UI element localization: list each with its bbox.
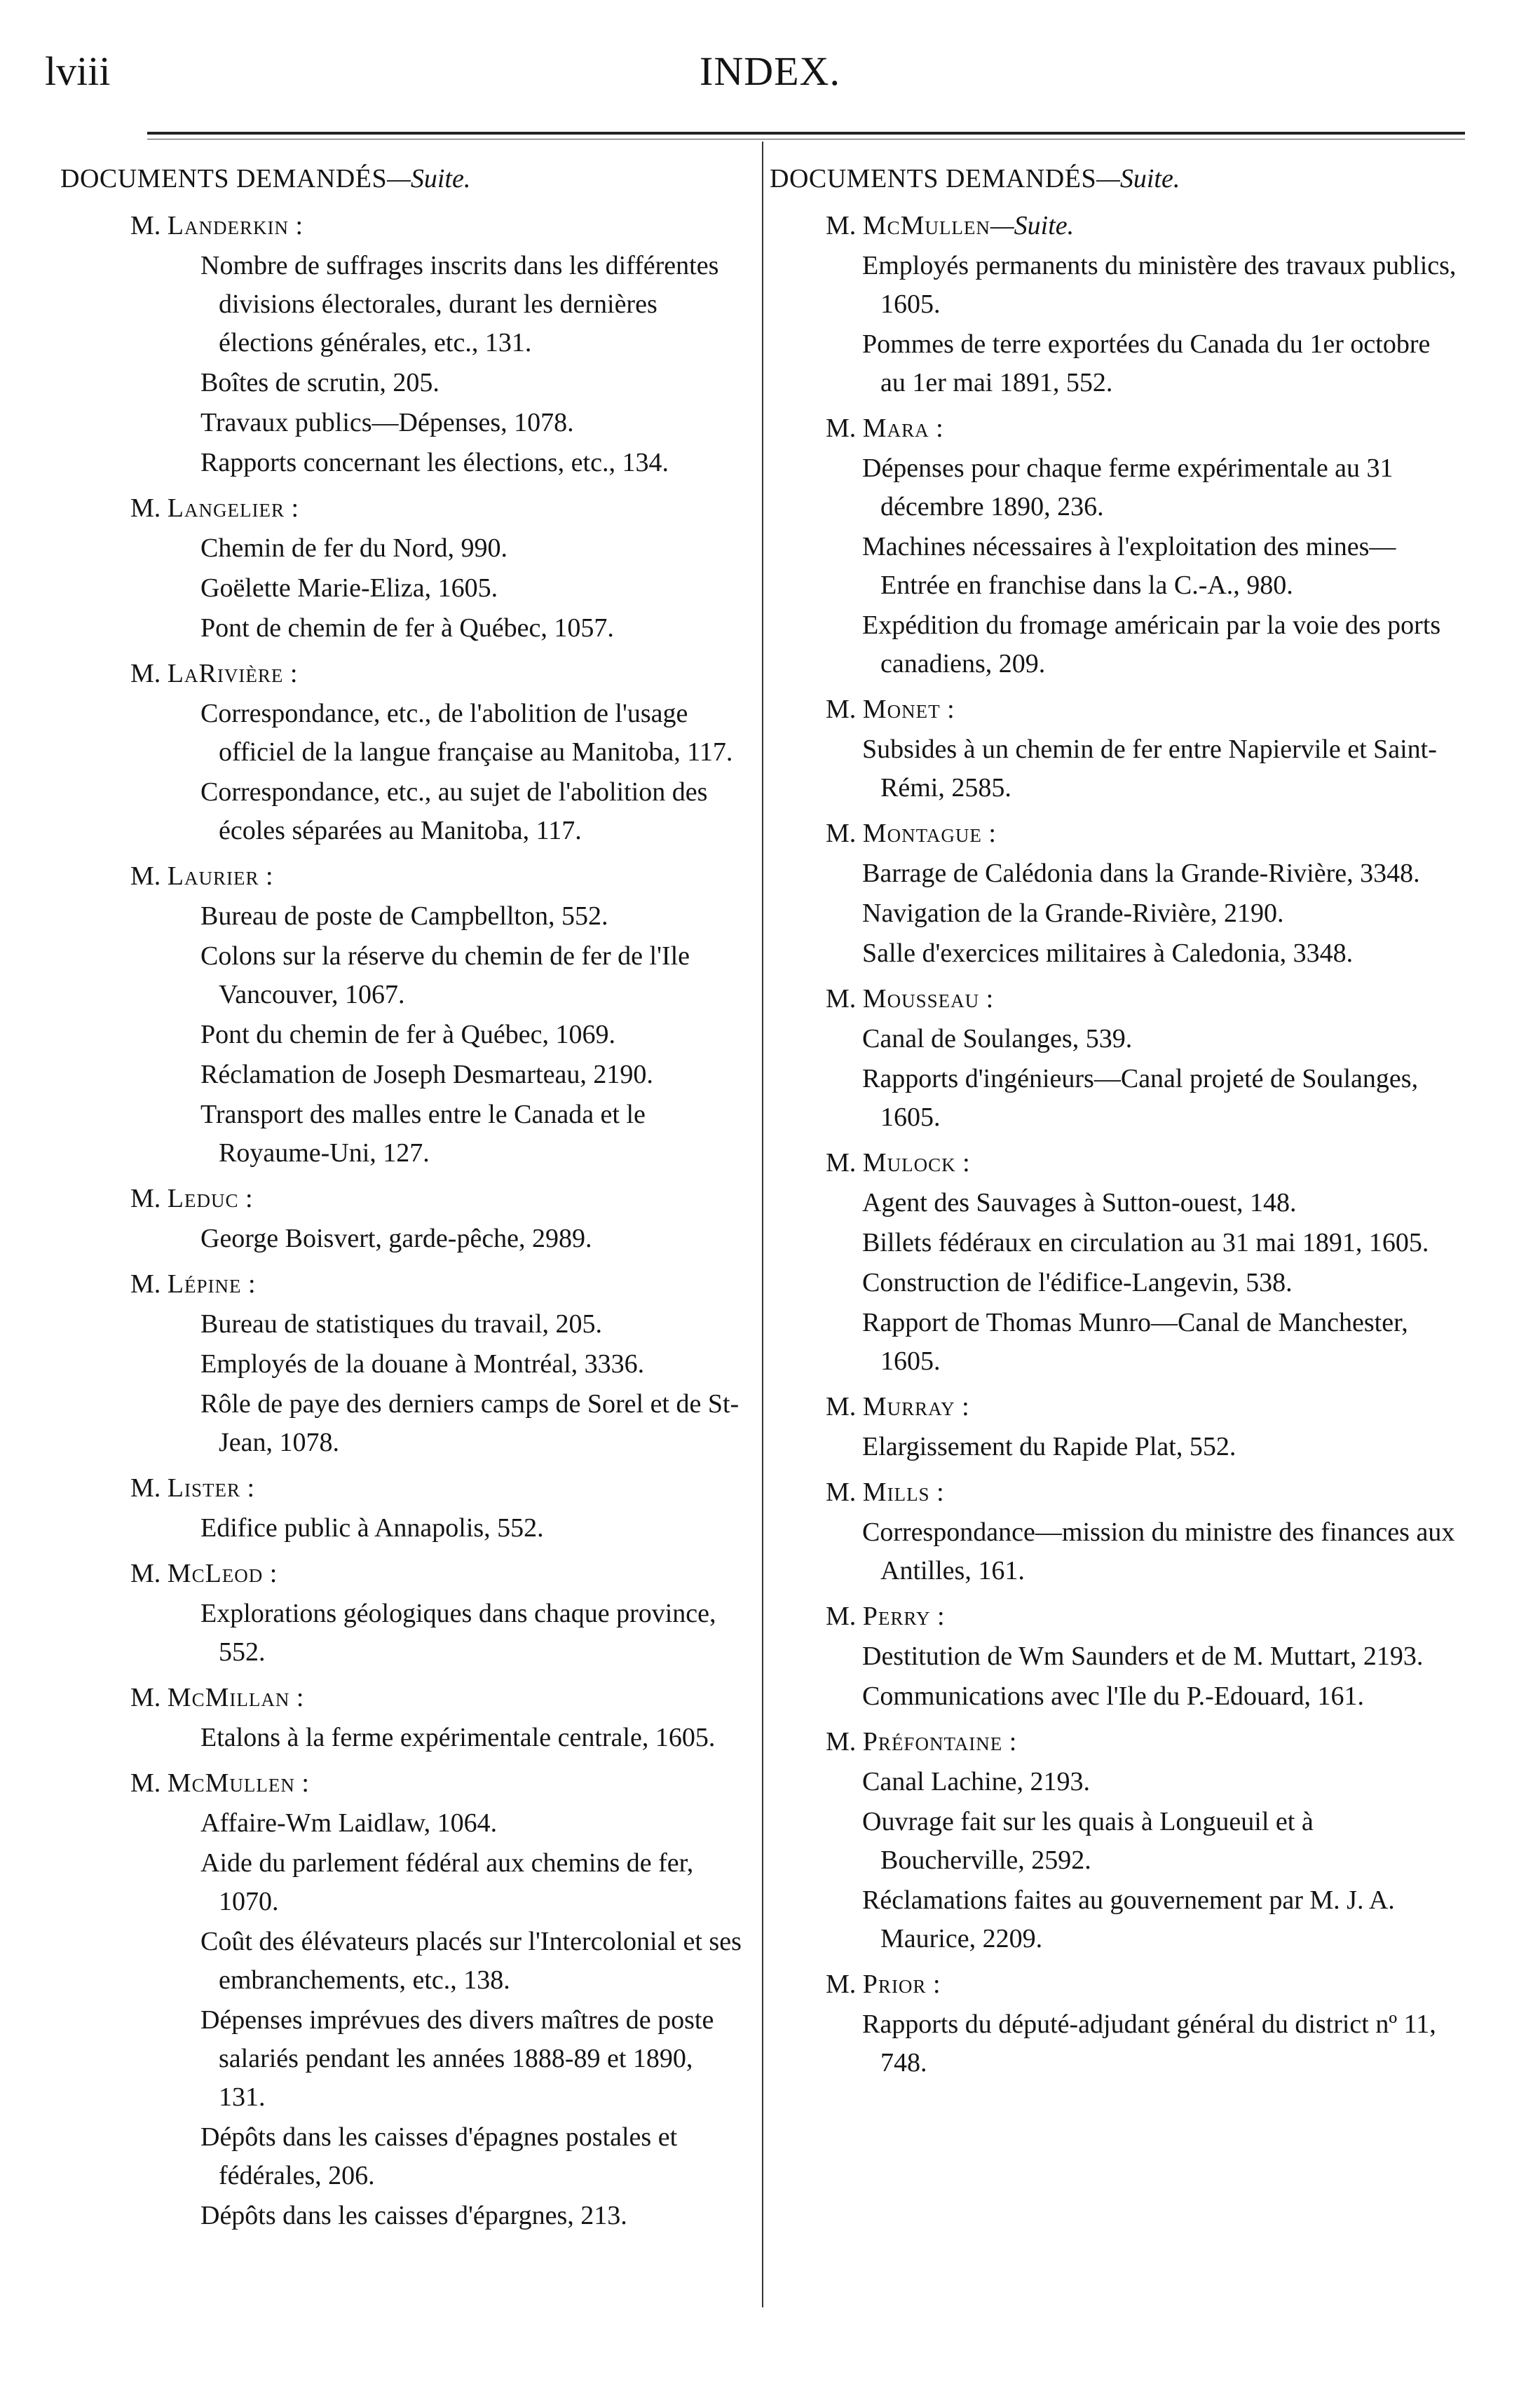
index-group	[60, 857, 742, 1173]
person-heading	[130, 1764, 742, 1803]
index-entry: Explorations géologiques dans chaque province, 552.	[200, 1599, 716, 1667]
person-title: M.	[826, 1148, 857, 1178]
person-heading	[826, 207, 1460, 245]
index-entry: Canal de Soulanges, 539.	[862, 1024, 1133, 1053]
person-heading	[130, 655, 742, 693]
person-title: M.	[130, 659, 161, 688]
index-entry: Communications avec l'Ile du P.-Edouard, 161.	[862, 1681, 1365, 1711]
person-title: M.	[826, 1602, 857, 1631]
index-group	[60, 1180, 742, 1258]
person-name: Leduc	[167, 1184, 239, 1213]
index-entry: Transport des malles entre le Canada et le Royaume-Uni, 127.	[200, 1100, 646, 1168]
person-title: M.	[130, 861, 161, 891]
index-entry: Goëlette Marie-Eliza, 1605.	[200, 573, 498, 603]
person-colon: :	[940, 695, 955, 724]
person-heading	[130, 1555, 742, 1593]
index-entry: Etalons à la ferme expérimentale centrale, 1605.	[200, 1723, 716, 1752]
person-colon: :	[240, 1473, 255, 1503]
page-title: INDEX.	[700, 48, 840, 94]
index-entry: Coût des élévateurs placés sur l'Intercolonial et ses embranchements, etc., 138.	[200, 1927, 742, 1995]
person-name: Préfontaine	[862, 1727, 1003, 1756]
index-group	[770, 690, 1460, 807]
person-title: M.	[826, 984, 857, 1014]
person-name: LaRivière	[167, 659, 284, 688]
section-suffix: —Suite.	[387, 164, 471, 193]
person-name: Prior	[862, 1970, 927, 1999]
header-rule	[147, 132, 1465, 135]
person-heading	[130, 1469, 742, 1508]
person-title: M.	[130, 211, 161, 240]
person-heading	[826, 1965, 1460, 2004]
index-group	[60, 1469, 742, 1548]
person-name: McMillan	[167, 1683, 290, 1712]
person-title: M.	[130, 1768, 161, 1798]
column-divider	[762, 142, 763, 2307]
index-entry: Bureau de poste de Campbellton, 552.	[200, 901, 608, 931]
person-heading	[130, 1679, 742, 1717]
index-entry: George Boisvert, garde-pêche, 2989.	[200, 1224, 592, 1253]
index-group	[770, 207, 1460, 402]
person-heading	[130, 1180, 742, 1218]
index-entry: Rapport de Thomas Munro—Canal de Manchester, 1605.	[862, 1308, 1408, 1376]
index-entry: Correspondance—mission du ministre des finances aux Antilles, 161.	[862, 1517, 1455, 1585]
index-entry: Affaire-Wm Laidlaw, 1064.	[200, 1808, 498, 1838]
person-name: Mousseau	[862, 984, 980, 1014]
person-heading	[826, 1597, 1460, 1636]
index-entry: Barrage de Calédonia dans la Grande-Rivière, 3348.	[862, 859, 1420, 888]
person-title: M.	[130, 493, 161, 523]
person-name: Laurier	[167, 861, 259, 891]
person-suffix: —Suite.	[990, 211, 1075, 240]
index-entry: Boîtes de scrutin, 205.	[200, 368, 439, 397]
index-entry: Navigation de la Grande-Rivière, 2190.	[862, 899, 1284, 928]
person-heading	[826, 1144, 1460, 1182]
index-group	[770, 1597, 1460, 1716]
index-group	[60, 1555, 742, 1672]
person-title: M.	[130, 1683, 161, 1712]
person-title: M.	[826, 1392, 857, 1421]
person-heading	[826, 1473, 1460, 1512]
index-group	[60, 1265, 742, 1462]
person-name: Mulock	[862, 1148, 956, 1178]
person-name: McLeod	[167, 1559, 264, 1588]
index-entry: Elargissement du Rapide Plat, 552.	[862, 1432, 1236, 1461]
person-colon: :	[294, 1768, 309, 1798]
person-name: McMullen	[862, 211, 990, 240]
person-title: M.	[826, 1970, 857, 1999]
person-colon: :	[289, 1683, 304, 1712]
person-heading	[826, 1388, 1460, 1426]
index-entry: Dépôts dans les caisses d'épargnes, 213.	[200, 2201, 627, 2230]
person-colon: :	[1002, 1727, 1017, 1756]
section-title: DOCUMENTS DEMANDÉS	[60, 164, 388, 193]
index-entry: Destitution de Wm Saunders et de M. Muttart, 2193.	[862, 1642, 1424, 1671]
index-entry: Employés de la douane à Montréal, 3336.	[200, 1349, 645, 1379]
person-colon: :	[955, 1392, 969, 1421]
person-colon: :	[289, 211, 304, 240]
index-group	[770, 409, 1460, 683]
index-entry: Construction de l'édifice-Langevin, 538.	[862, 1268, 1293, 1297]
person-name: Murray	[862, 1392, 955, 1421]
section-title: DOCUMENTS DEMANDÉS	[770, 164, 1097, 193]
person-name: McMullen	[167, 1768, 295, 1798]
index-entry: Machines nécessaires à l'exploitation des mines—Entrée en franchise dans la C.-A., 980.	[862, 532, 1396, 600]
index-entry: Réclamation de Joseph Desmarteau, 2190.	[200, 1060, 653, 1089]
index-entry: Edifice public à Annapolis, 552.	[200, 1513, 544, 1543]
index-entry: Dépenses pour chaque ferme expérimentale au 31 décembre 1890, 236.	[862, 453, 1394, 521]
index-group	[60, 1679, 742, 1757]
index-entry: Dépôts dans les caisses d'épagnes postales et fédérales, 206.	[200, 2122, 678, 2190]
person-name: Lépine	[167, 1269, 242, 1299]
person-heading	[130, 489, 742, 528]
index-entry: Correspondance, etc., de l'abolition de l'usage officiel de la langue française au Manitoba, 117.	[200, 699, 733, 767]
index-group	[770, 980, 1460, 1137]
index-entry: Aide du parlement fédéral aux chemins de fer, 1070.	[200, 1848, 694, 1916]
person-colon: :	[259, 861, 273, 891]
index-entry: Subsides à un chemin de fer entre Napiervile et Saint-Rémi, 2585.	[862, 735, 1437, 803]
person-title: M.	[826, 695, 857, 724]
index-entry: Agent des Sauvages à Sutton-ouest, 148.	[862, 1188, 1297, 1217]
index-entry: Nombre de suffrages inscrits dans les différentes divisions électorales, durant les dernières élections générales, etc., 131.	[200, 251, 719, 357]
person-colon: :	[926, 1970, 941, 1999]
person-heading	[130, 857, 742, 896]
person-colon: :	[283, 659, 298, 688]
person-name: Perry	[862, 1602, 931, 1631]
index-entry: Rapports concernant les élections, etc., 134.	[200, 448, 669, 477]
left-index-groups	[60, 207, 742, 2235]
person-colon: :	[241, 1269, 256, 1299]
index-group	[60, 1764, 742, 2235]
index-entry: Rapports du député-adjudant général du district nº 11, 748.	[862, 2010, 1436, 2078]
person-name: Langelier	[167, 493, 285, 523]
index-entry: Pont de chemin de fer à Québec, 1057.	[200, 613, 614, 643]
index-group	[60, 489, 742, 648]
right-column	[770, 156, 1460, 2084]
left-column	[60, 156, 742, 2237]
person-heading	[826, 1723, 1460, 1761]
person-heading	[826, 409, 1460, 448]
index-entry: Travaux publics—Dépenses, 1078.	[200, 408, 574, 437]
index-entry: Billets fédéraux en circulation au 31 mai 1891, 1605.	[862, 1228, 1429, 1257]
person-heading	[826, 814, 1460, 853]
person-name: Lister	[167, 1473, 241, 1503]
person-colon: :	[930, 1602, 945, 1631]
person-heading	[826, 980, 1460, 1018]
index-group	[60, 207, 742, 482]
index-group	[770, 814, 1460, 973]
index-group	[770, 1965, 1460, 2082]
index-entry: Employés permanents du ministère des travaux publics, 1605.	[862, 251, 1457, 319]
index-entry: Expédition du fromage américain par la voie des ports canadiens, 209.	[862, 610, 1441, 678]
index-entry: Salle d'exercices militaires à Caledonia, 3348.	[862, 939, 1354, 968]
person-colon: :	[981, 819, 996, 848]
index-group	[770, 1144, 1460, 1381]
index-entry: Bureau de statistiques du travail, 205.	[200, 1309, 603, 1339]
index-entry: Pont du chemin de fer à Québec, 1069.	[200, 1020, 615, 1049]
person-title: M.	[130, 1184, 161, 1213]
page-number: lviii	[45, 48, 111, 94]
section-heading	[60, 160, 742, 198]
person-title: M.	[130, 1269, 161, 1299]
person-title: M.	[826, 1478, 857, 1507]
person-title: M.	[826, 1727, 857, 1756]
person-colon: :	[238, 1184, 253, 1213]
page-header	[0, 0, 1540, 140]
index-entry: Colons sur la réserve du chemin de fer de l'Ile Vancouver, 1067.	[200, 941, 690, 1009]
section-suffix: —Suite.	[1096, 164, 1180, 193]
person-colon: :	[979, 984, 994, 1014]
index-entry: Pommes de terre exportées du Canada du 1er octobre au 1er mai 1891, 552.	[862, 329, 1431, 397]
person-name: Mills	[862, 1478, 930, 1507]
person-heading	[130, 1265, 742, 1304]
person-name: Mara	[862, 414, 929, 443]
person-name: Landerkin	[167, 211, 289, 240]
person-heading	[130, 207, 742, 245]
person-title: M.	[130, 1473, 161, 1503]
person-colon: :	[284, 493, 299, 523]
index-entry: Chemin de fer du Nord, 990.	[200, 533, 507, 563]
index-entry: Correspondance, etc., au sujet de l'abolition des écoles séparées au Manitoba, 117.	[200, 777, 708, 845]
person-colon: :	[955, 1148, 970, 1178]
person-colon: :	[263, 1559, 278, 1588]
index-group	[770, 1388, 1460, 1466]
person-name: Montague	[862, 819, 982, 848]
right-index-groups	[770, 207, 1460, 2082]
index-entry: Rapports d'ingénieurs—Canal projeté de Soulanges, 1605.	[862, 1064, 1419, 1132]
index-group	[770, 1473, 1460, 1590]
index-entry: Ouvrage fait sur les quais à Longueuil et à Boucherville, 2592.	[862, 1807, 1314, 1875]
person-title: M.	[826, 819, 857, 848]
index-entry: Rôle de paye des derniers camps de Sorel et de St-Jean, 1078.	[200, 1389, 740, 1457]
person-heading	[826, 690, 1460, 729]
index-group	[60, 655, 742, 850]
person-title: M.	[826, 414, 857, 443]
person-colon: :	[929, 414, 943, 443]
person-colon: :	[929, 1478, 944, 1507]
index-entry: Réclamations faites au gouvernement par M. J. A. Maurice, 2209.	[862, 1885, 1395, 1953]
person-title: M.	[130, 1559, 161, 1588]
index-entry: Canal Lachine, 2193.	[862, 1767, 1091, 1796]
person-name: Monet	[862, 695, 941, 724]
section-heading	[770, 160, 1460, 198]
index-entry: Dépenses imprévues des divers maîtres de poste salariés pendant les années 1888-89 et 1890, 131.	[200, 2005, 714, 2112]
index-group	[770, 1723, 1460, 1958]
person-title: M.	[826, 211, 857, 240]
